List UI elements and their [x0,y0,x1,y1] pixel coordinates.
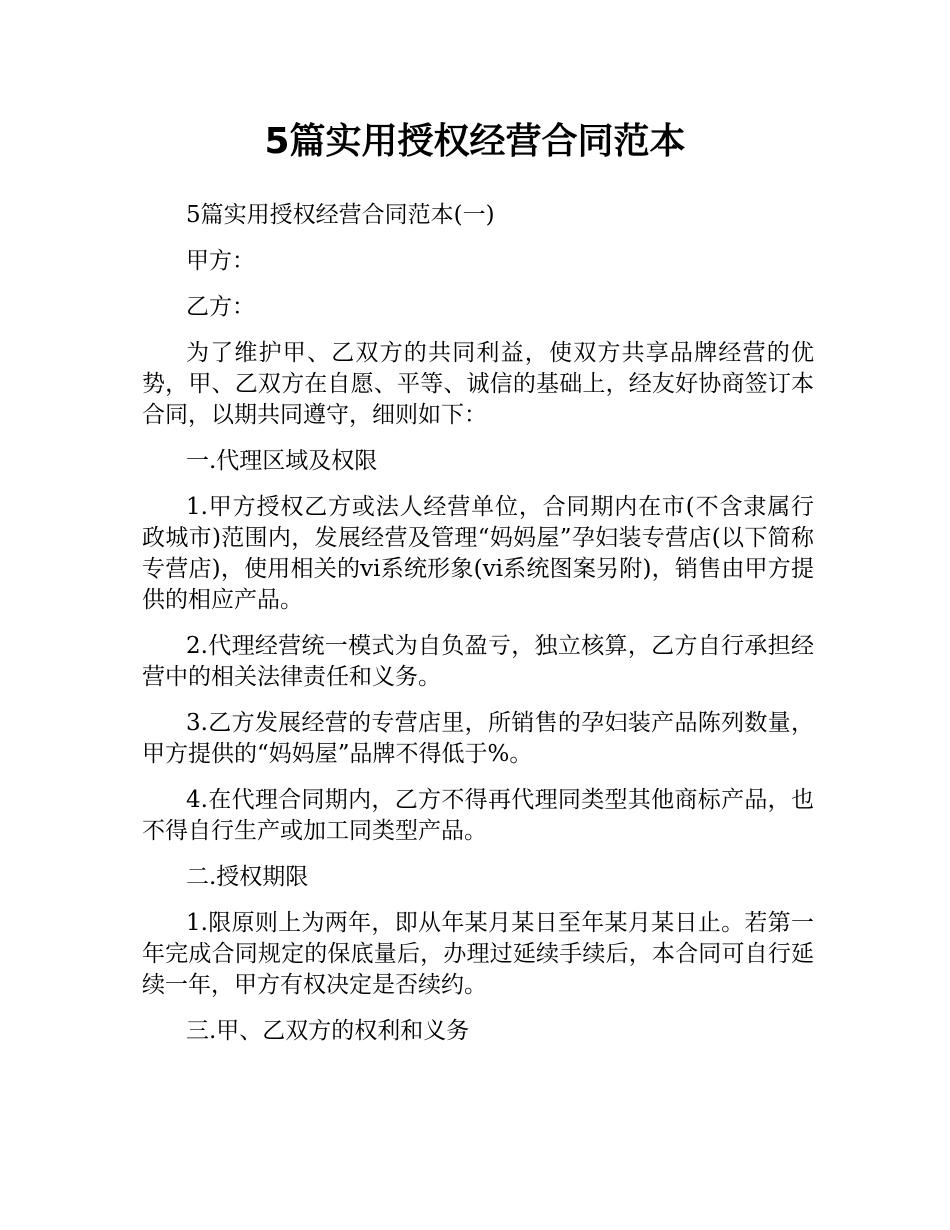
party-a-label: 甲方： [186,248,255,274]
party-b-label: 乙方： [186,294,255,320]
clause-heading-2: 二.授权期限 [186,864,309,890]
section-heading: 5篇实用授权经营合同范本(一) [186,202,495,228]
clause-heading-3: 三.甲、乙双方的权利和义务 [186,1018,470,1044]
clause-heading-1: 一.代理区域及权限 [186,448,378,474]
document-body [142,200,814,1062]
intro-paragraph: 为了维护甲、乙双方的共同利益，使双方共享品牌经营的优势，甲、乙双方在自愿、平等、诚信的基础上，经友好协商签订本合同，以期共同遵守，细则如下： [142,340,814,428]
clause-2-1: 1.限原则上为两年，即从年某月某日至年某月某日止。若第一年完成合同规定的保底量后，办理过延续手续后，本合同可自行延续一年，甲方有权决定是否续约。 [142,910,814,998]
clause-1-1: 1.甲方授权乙方或法人经营单位，合同期内在市(不含隶属行政城市)范围内，发展经营及管理“妈妈屋”孕妇装专营店(以下简称专营店)，使用相关的vi系统形象(vi系统图案另附)，销售由甲方提供的相应产品。 [142,494,814,613]
clause-1-3: 3.乙方发展经营的专营店里，所销售的孕妇装产品陈列数量，甲方提供的“妈妈屋”品牌不得低于%。 [142,710,814,767]
clause-1-2: 2.代理经营统一模式为自负盈亏，独立核算，乙方自行承担经营中的相关法律责任和义务。 [142,633,814,690]
clause-1-4: 4.在代理合同期内，乙方不得再代理同类型其他商标产品，也不得自行生产或加工同类型产品。 [142,787,814,844]
document-title: 5篇实用授权经营合同范本 [264,121,686,162]
